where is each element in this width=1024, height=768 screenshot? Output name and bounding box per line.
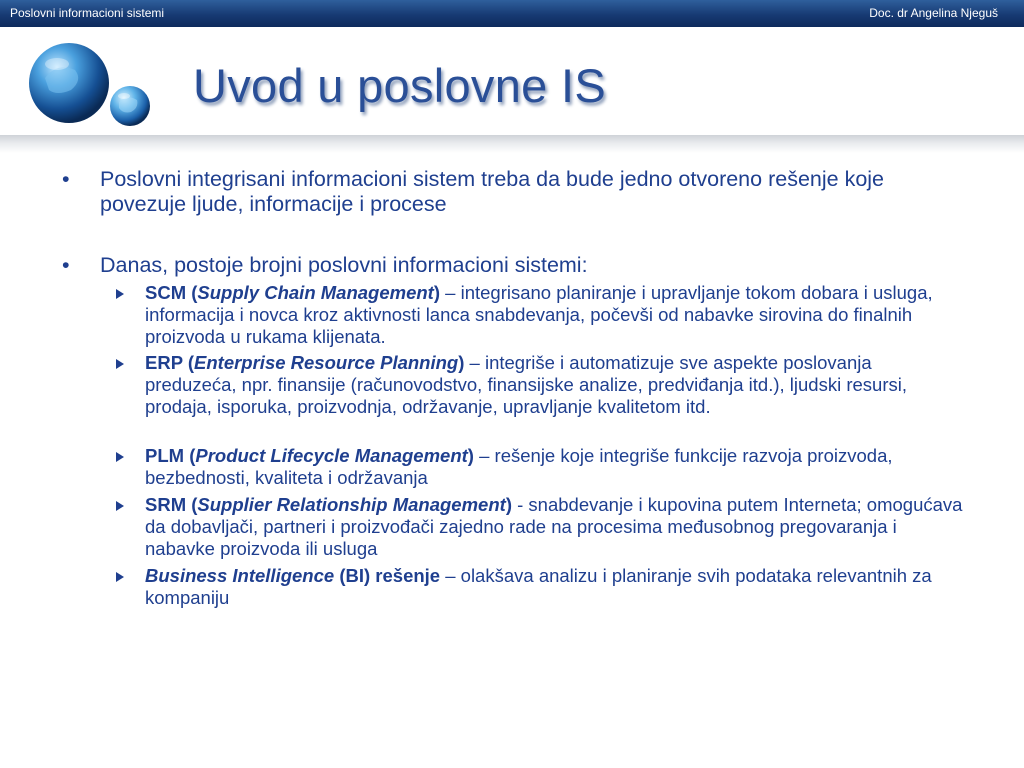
bullet-item — [62, 253, 920, 278]
bullet-text: Danas, postoje brojni poslovni informacioni sistemi: — [100, 253, 588, 277]
course-name: Poslovni informacioni sistemi — [10, 6, 165, 20]
sub-item-close: ) — [467, 445, 474, 466]
bullet-item — [62, 167, 920, 217]
sub-item-desc: – integrisano planiranje i upravljanje tokom dobara i usluga, informacija i novca kroz aktivnosti lanca snabdevanja, počevši od nabavke sirovina do finalnih proizvoda u rukama klijenata. — [145, 282, 933, 347]
sub-item-desc: – integriše i automatizuje sve aspekte poslovanja preduzeća, npr. finansije (računovodstvo, finansijske analize, predviđanja itd.), ljudski resursi, prodaja, isporuka, proizvodnja, održavanje, upravljanje kvalitetom itd. — [145, 352, 907, 417]
sub-item-scm — [145, 282, 965, 348]
sub-item-abbr: PLM ( — [145, 445, 196, 466]
bullet-dot-icon: • — [62, 167, 70, 191]
bullet-text: Poslovni integrisani informacioni sistem treba da bude jedno otvoreno rešenje koje povezuje ljude, informacije i procese — [100, 167, 885, 216]
sub-item-srm — [145, 494, 965, 560]
sub-item-abbr: SRM ( — [145, 494, 198, 515]
arrow-bullet-icon — [116, 572, 124, 582]
author-name: Doc. dr Angelina Njeguš — [869, 6, 998, 20]
sub-item-abbr: ERP ( — [145, 352, 195, 373]
sub-item-name: Product Lifecycle Management — [195, 445, 468, 466]
sub-item-desc: - snabdevanje i kupovina putem Interneta; omogućava da dobavljači, partneri i proizvođači zajedno rade na procesima međusobnog pregovaranja i nabavke proizvoda ili usluga — [145, 494, 963, 559]
sub-item-desc: – rešenje koje integriše funkcije razvoja proizvoda, bezbednosti, kvaliteta i održavanja — [145, 445, 893, 488]
sub-item-plm — [145, 445, 965, 489]
sub-item-abbr: SCM ( — [145, 282, 198, 303]
sub-item-close: ) — [433, 282, 441, 303]
sub-item-close: ) — [505, 494, 512, 515]
sub-item-close: ) — [458, 352, 465, 373]
slide-title: Uvod u poslovne IS — [193, 59, 606, 112]
arrow-bullet-icon — [116, 452, 124, 462]
sub-item-suffix: (BI) rešenje — [334, 565, 441, 586]
sub-item-bi — [145, 565, 965, 609]
sub-item-erp — [145, 352, 965, 418]
bullet-dot-icon: • — [62, 253, 70, 277]
arrow-bullet-icon — [116, 359, 124, 369]
sub-item-name: Business Intelligence — [145, 565, 335, 586]
sub-item-name: Supplier Relationship Management — [197, 494, 506, 515]
arrow-bullet-icon — [116, 501, 124, 511]
sub-item-name: Enterprise Resource Planning — [194, 352, 459, 373]
arrow-bullet-icon — [116, 289, 124, 299]
sub-item-name: Supply Chain Management — [197, 282, 434, 303]
sub-item-desc: – olakšava analizu i planiranje svih podataka relevantnih za kompaniju — [145, 565, 932, 608]
